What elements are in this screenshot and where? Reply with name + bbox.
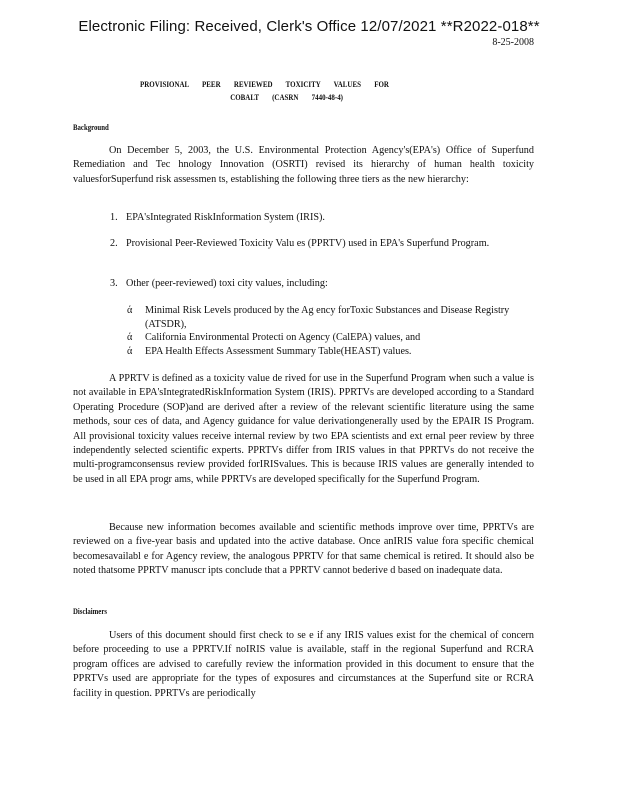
tier-text: EPA'sIntegrated RiskInformation System (IRIS). — [126, 212, 325, 223]
background-heading: Background — [73, 122, 109, 132]
sub-item-text: Minimal Risk Levels produced by the Ag ency forToxic Substances and Disease Registry (ATSDR), — [145, 305, 510, 331]
tier-number: 2. — [110, 238, 118, 249]
pprtv-definition-paragraph: A PPRTV is defined as a toxicity value de rived for use in the Superfund Program when such a value is not available in EPA'sIntegratedRiskInformation System (IRIS). PPRTVs are developed according to a Standard Operating Procedure (SOP)and are derived after a review of the relevant scientific literature using the same methods, sour ces of data, and Agency guidance for value derivationgenerally used by the EPAIR IS Program. All provisional toxicity values receive internal review by two EPA scientists and ext ernal peer review by three independently selected scientific experts. PPRTVs differ from IRIS values in that PPRTVs do not receive the multi-programconsensus review provided forIRISvalues. This is because IRIS values are generally intended to be used in all EPA progr ams, while PPRTVs are developed specifically for the Superfund Program. — [73, 373, 534, 485]
tier-number: 3. — [110, 278, 118, 289]
disclaimers-paragraph: Users of this document should first check to se e if any IRIS values exist for the chemical of concern before proceeding to use a PPRTV.If noIRIS value is available, staff in the regional Superfund and RCRA program offices are advised to carefully review the information provided in this document to ensure that the PPRTVs used are appropriate for the types of exposures and circumstances at the Superfund site or RCRA facility in question. PPRTVs are periodically — [73, 630, 534, 699]
bullet-icon: ά — [127, 305, 133, 316]
filing-stamp: Electronic Filing: Received, Clerk's Office 12/07/2021 **R2022-018** — [78, 18, 540, 35]
sub-item-text: EPA Health Effects Assessment Summary Table(HEAST) values. — [145, 346, 412, 357]
title-line-1: PROVISIONAL PEER REVIEWED TOXICITY VALUES FOR — [140, 79, 389, 89]
tier-text: Provisional Peer-Reviewed Toxicity Valu es (PPRTV) used in EPA's Superfund Program. — [126, 238, 490, 249]
disclaimers-heading: Disclaimers — [73, 606, 107, 616]
review-paragraph: Because new information becomes available and scientific methods improve over time, PPRTVs are reviewed on a five-year basis and updated into the active database. Once anIRIS value fora specific chemical becomesavailabl e for Agency review, the analogous PPRTV for that same chemical is retired. It should also be noted thatsome PPRTV manuscr ipts conclude that a PPRTV cannot bederive d based on inadequate data. — [73, 522, 534, 577]
bullet-icon: ά — [127, 332, 133, 343]
document-title — [140, 78, 419, 104]
tier-number: 1. — [110, 212, 118, 223]
sub-item-text: California Environmental Protecti on Agency (CalEPA) values, and — [145, 332, 421, 343]
bullet-icon: ά — [127, 346, 133, 357]
document-date: 8-25-2008 — [492, 37, 534, 48]
title-line-2: COBALT (CASRN 7440-48-4) — [230, 92, 344, 102]
tier-text: Other (peer-reviewed) toxi city values, including: — [126, 278, 328, 289]
background-intro-paragraph: On December 5, 2003, the U.S. Environmental Protection Agency's(EPA's) Office of Superfund Remediation and Tec hnology Innovation (OSRTI) revised its hierarchy of human health toxicity valuesforSuperfund risk assessmen ts, establishing the following three tiers as the new hierarchy: — [73, 145, 534, 185]
